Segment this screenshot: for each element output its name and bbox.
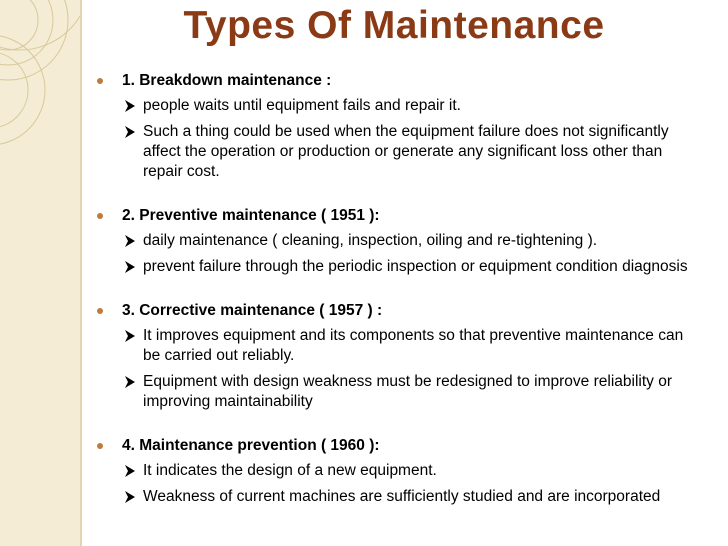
list-item-text: Equipment with design weakness must be redesigned to improve reliability or improving maintainability xyxy=(143,373,672,410)
slide-title: Types Of Maintenance xyxy=(183,4,605,47)
round-bullet-icon xyxy=(97,443,103,449)
list-item xyxy=(143,96,703,116)
section-heading xyxy=(122,206,728,226)
arrowhead-bullet-icon xyxy=(123,464,137,478)
list-item-text: daily maintenance ( cleaning, inspection, oiling and re-tightening ). xyxy=(143,232,598,249)
section-corrective xyxy=(0,301,728,412)
list-item-text: It indicates the design of a new equipment. xyxy=(143,462,437,479)
arrowhead-bullet-icon xyxy=(123,99,137,113)
list-item-text: Weakness of current machines are sufficiently studied and are incorporated xyxy=(143,488,661,505)
list-item-text: Such a thing could be used when the equipment failure does not significantly affect the operation or production or generate any significant loss other than repair cost. xyxy=(143,123,669,180)
list-item xyxy=(143,122,703,182)
list-item-text: It improves equipment and its components so that preventive maintenance can be carried out reliably. xyxy=(143,327,684,364)
list-item xyxy=(143,326,703,366)
section-heading xyxy=(122,436,728,456)
arrowhead-bullet-icon xyxy=(123,329,137,343)
arrowhead-bullet-icon xyxy=(123,234,137,248)
section-heading-text: 1. Breakdown maintenance : xyxy=(122,72,332,89)
arrowhead-bullet-icon xyxy=(123,125,137,139)
section-heading-text: 3. Corrective maintenance ( 1957 ) : xyxy=(122,302,383,319)
list-item-text: people waits until equipment fails and repair it. xyxy=(143,97,461,114)
section-heading-text: 2. Preventive maintenance ( 1951 ): xyxy=(122,207,380,224)
round-bullet-icon xyxy=(97,308,103,314)
section-preventive xyxy=(0,206,728,277)
slide-body xyxy=(0,71,728,513)
list-item xyxy=(143,461,703,481)
section-heading xyxy=(122,301,728,321)
list-item xyxy=(143,257,703,277)
list-item xyxy=(143,487,703,507)
arrowhead-bullet-icon xyxy=(123,375,137,389)
section-heading-text: 4. Maintenance prevention ( 1960 ): xyxy=(122,437,380,454)
arrowhead-bullet-icon xyxy=(123,490,137,504)
round-bullet-icon xyxy=(97,78,103,84)
list-item-text: prevent failure through the periodic inspection or equipment condition diagnosis xyxy=(143,258,688,275)
section-prevention xyxy=(0,436,728,507)
arrowhead-bullet-icon xyxy=(123,260,137,274)
section-heading xyxy=(122,71,728,91)
round-bullet-icon xyxy=(97,213,103,219)
section-breakdown xyxy=(0,71,728,182)
list-item xyxy=(143,372,703,412)
list-item xyxy=(143,231,703,251)
